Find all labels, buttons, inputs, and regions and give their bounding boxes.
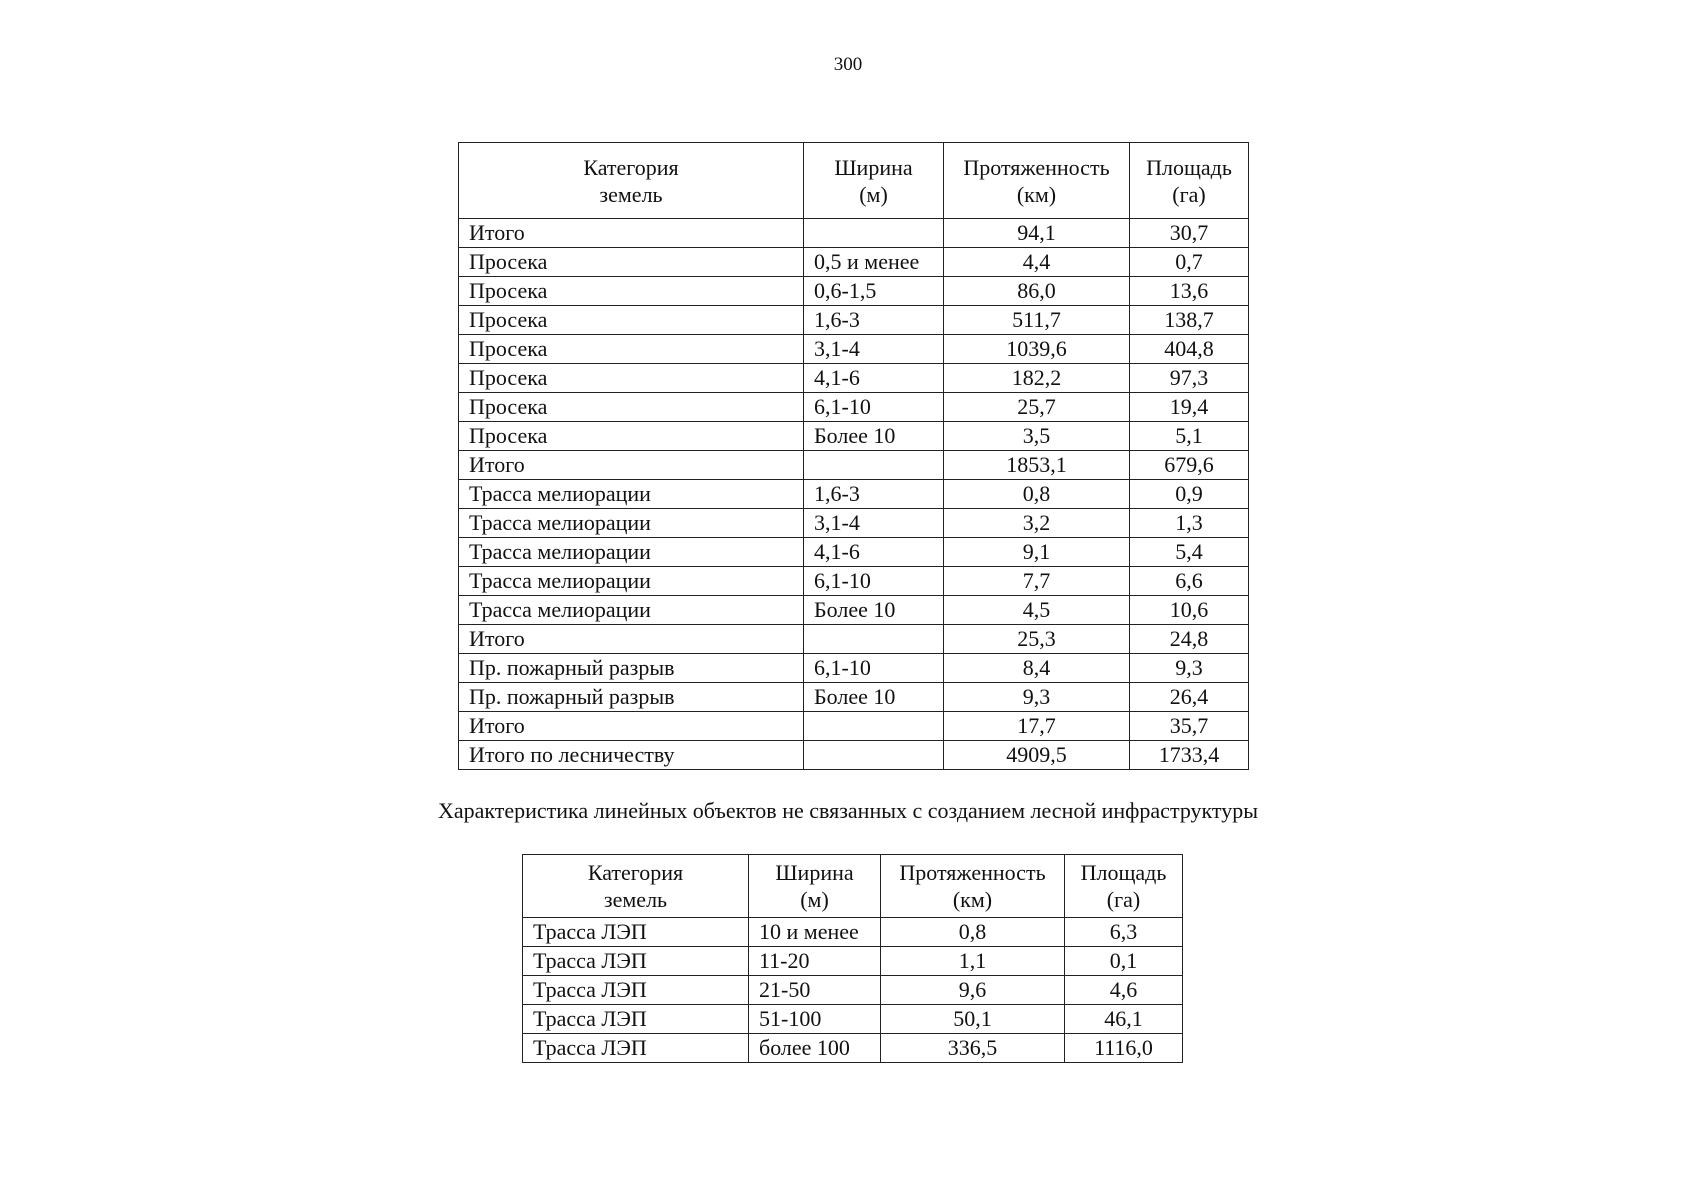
header-length: Протяженность (км) — [881, 855, 1065, 918]
category-cell: Итого — [459, 219, 804, 248]
table-row — [459, 393, 1249, 422]
table-row — [523, 1034, 1183, 1063]
category-cell: Пр. пожарный разрыв — [459, 654, 804, 683]
width-cell: Более 10 — [804, 596, 944, 625]
length-cell: 0,8 — [881, 918, 1065, 947]
width-cell: 0,5 и менее — [804, 248, 944, 277]
width-cell: 1,6-3 — [804, 480, 944, 509]
length-cell: 86,0 — [944, 277, 1130, 306]
area-cell: 30,7 — [1130, 219, 1249, 248]
area-cell: 0,1 — [1065, 947, 1183, 976]
width-cell: 10 и менее — [749, 918, 881, 947]
category-cell: Итого — [459, 451, 804, 480]
category-cell: Трасса мелиорации — [459, 567, 804, 596]
width-cell: 6,1-10 — [804, 654, 944, 683]
category-cell: Просека — [459, 306, 804, 335]
page-number: 300 — [833, 54, 863, 75]
area-cell: 13,6 — [1130, 277, 1249, 306]
width-cell: 3,1-4 — [804, 509, 944, 538]
table-row — [523, 976, 1183, 1005]
width-cell: более 100 — [749, 1034, 881, 1063]
area-cell: 679,6 — [1130, 451, 1249, 480]
table-row — [459, 741, 1249, 770]
length-cell: 3,2 — [944, 509, 1130, 538]
area-cell: 0,7 — [1130, 248, 1249, 277]
width-cell: 4,1-6 — [804, 538, 944, 567]
width-cell: 51-100 — [749, 1005, 881, 1034]
area-cell: 138,7 — [1130, 306, 1249, 335]
area-cell: 5,1 — [1130, 422, 1249, 451]
category-cell: Трасса ЛЭП — [523, 1034, 749, 1063]
table-row — [459, 306, 1249, 335]
table-row — [459, 596, 1249, 625]
length-cell: 3,5 — [944, 422, 1130, 451]
table-row — [459, 277, 1249, 306]
length-cell: 1853,1 — [944, 451, 1130, 480]
width-cell: 4,1-6 — [804, 364, 944, 393]
table-row — [459, 364, 1249, 393]
category-cell: Трасса мелиорации — [459, 509, 804, 538]
length-cell: 4,4 — [944, 248, 1130, 277]
area-cell: 5,4 — [1130, 538, 1249, 567]
length-cell: 17,7 — [944, 712, 1130, 741]
table-header-row — [459, 143, 1249, 219]
header-area: Площадь (га) — [1130, 143, 1249, 219]
length-cell: 7,7 — [944, 567, 1130, 596]
table-row — [459, 219, 1249, 248]
width-cell — [804, 741, 944, 770]
table-row — [459, 625, 1249, 654]
length-cell: 0,8 — [944, 480, 1130, 509]
area-cell: 4,6 — [1065, 976, 1183, 1005]
category-cell: Трасса ЛЭП — [523, 918, 749, 947]
table-row — [523, 947, 1183, 976]
width-cell: 6,1-10 — [804, 567, 944, 596]
category-cell: Трасса мелиорации — [459, 480, 804, 509]
width-cell — [804, 451, 944, 480]
length-cell: 4909,5 — [944, 741, 1130, 770]
category-cell: Просека — [459, 277, 804, 306]
table-caption: Характеристика линейных объектов не связанных с созданием лесной инфраструктуры — [437, 798, 1259, 823]
header-width: Ширина (м) — [804, 143, 944, 219]
length-cell: 1,1 — [881, 947, 1065, 976]
table-row — [459, 335, 1249, 364]
area-cell: 1733,4 — [1130, 741, 1249, 770]
length-cell: 9,3 — [944, 683, 1130, 712]
area-cell: 6,6 — [1130, 567, 1249, 596]
category-cell: Трасса ЛЭП — [523, 1005, 749, 1034]
width-cell: 0,6-1,5 — [804, 277, 944, 306]
table-row — [523, 918, 1183, 947]
table-row — [459, 567, 1249, 596]
area-cell: 97,3 — [1130, 364, 1249, 393]
category-cell: Просека — [459, 422, 804, 451]
length-cell: 9,6 — [881, 976, 1065, 1005]
length-cell: 25,7 — [944, 393, 1130, 422]
area-cell: 35,7 — [1130, 712, 1249, 741]
length-cell: 50,1 — [881, 1005, 1065, 1034]
length-cell: 1039,6 — [944, 335, 1130, 364]
table-row — [523, 1005, 1183, 1034]
area-cell: 26,4 — [1130, 683, 1249, 712]
length-cell: 8,4 — [944, 654, 1130, 683]
area-cell: 0,9 — [1130, 480, 1249, 509]
area-cell: 19,4 — [1130, 393, 1249, 422]
table-row — [459, 538, 1249, 567]
header-area: Площадь (га) — [1065, 855, 1183, 918]
category-cell: Итого — [459, 712, 804, 741]
category-cell: Итого по лесничеству — [459, 741, 804, 770]
length-cell: 25,3 — [944, 625, 1130, 654]
table-row — [459, 480, 1249, 509]
table-row — [459, 422, 1249, 451]
forest-infrastructure-table — [458, 142, 1249, 770]
area-cell: 10,6 — [1130, 596, 1249, 625]
width-cell: Более 10 — [804, 683, 944, 712]
area-cell: 1,3 — [1130, 509, 1249, 538]
width-cell: 3,1-4 — [804, 335, 944, 364]
table-row — [459, 712, 1249, 741]
table-row — [459, 248, 1249, 277]
table-row — [459, 683, 1249, 712]
area-cell: 6,3 — [1065, 918, 1183, 947]
length-cell: 336,5 — [881, 1034, 1065, 1063]
width-cell: 1,6-3 — [804, 306, 944, 335]
table-header-row — [523, 855, 1183, 918]
header-category: Категория земель — [523, 855, 749, 918]
category-cell: Трасса мелиорации — [459, 538, 804, 567]
category-cell: Итого — [459, 625, 804, 654]
area-cell: 9,3 — [1130, 654, 1249, 683]
width-cell: 6,1-10 — [804, 393, 944, 422]
width-cell: Более 10 — [804, 422, 944, 451]
category-cell: Трасса мелиорации — [459, 596, 804, 625]
table-row — [459, 451, 1249, 480]
area-cell: 46,1 — [1065, 1005, 1183, 1034]
category-cell: Пр. пожарный разрыв — [459, 683, 804, 712]
category-cell: Просека — [459, 393, 804, 422]
table-row — [459, 654, 1249, 683]
category-cell: Трасса ЛЭП — [523, 976, 749, 1005]
area-cell: 1116,0 — [1065, 1034, 1183, 1063]
category-cell: Трасса ЛЭП — [523, 947, 749, 976]
linear-objects-table — [522, 854, 1183, 1063]
width-cell: 11-20 — [749, 947, 881, 976]
table-row — [459, 509, 1249, 538]
width-cell — [804, 219, 944, 248]
header-category: Категория земель — [459, 143, 804, 219]
length-cell: 94,1 — [944, 219, 1130, 248]
length-cell: 4,5 — [944, 596, 1130, 625]
area-cell: 24,8 — [1130, 625, 1249, 654]
length-cell: 182,2 — [944, 364, 1130, 393]
category-cell: Просека — [459, 335, 804, 364]
area-cell: 404,8 — [1130, 335, 1249, 364]
header-length: Протяженность (км) — [944, 143, 1130, 219]
width-cell: 21-50 — [749, 976, 881, 1005]
length-cell: 9,1 — [944, 538, 1130, 567]
category-cell: Просека — [459, 248, 804, 277]
width-cell — [804, 712, 944, 741]
length-cell: 511,7 — [944, 306, 1130, 335]
header-width: Ширина (м) — [749, 855, 881, 918]
category-cell: Просека — [459, 364, 804, 393]
width-cell — [804, 625, 944, 654]
